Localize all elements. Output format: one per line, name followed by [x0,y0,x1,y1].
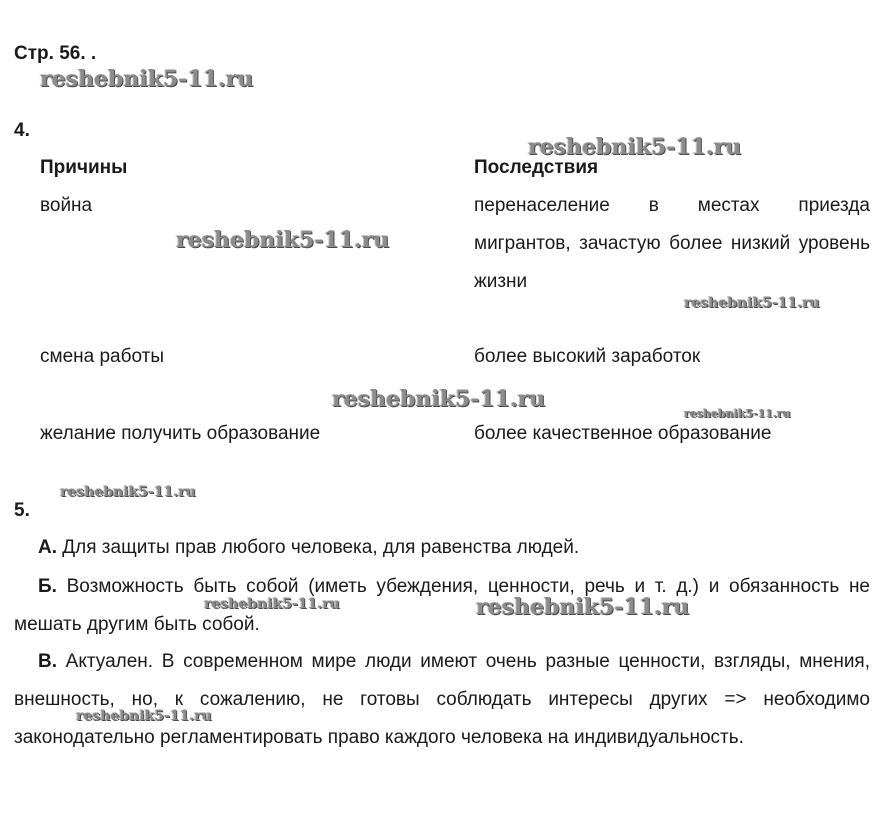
answer-label: А. [38,537,57,558]
watermark: reshebnik5-11.ru [176,227,390,253]
consequence-cell: перенаселение в местах приезда мигрантов, зачастую более низкий уровень жизни [474,195,870,292]
watermark: reshebnik5-11.ru [204,596,340,612]
watermark: reshebnik5-11.ru [684,295,820,311]
answer-b [14,568,870,644]
watermark: reshebnik5-11.ru [528,134,742,160]
watermark: reshebnik5-11.ru [40,66,254,92]
cause-cell: война [40,195,93,216]
page-reference: Стр. 56. . [14,43,97,64]
answer-label: В. [38,651,57,672]
header-consequences: Последствия [474,157,599,178]
watermark: reshebnik5-11.ru [476,594,690,620]
consequence-cell: более высокий заработок [474,346,701,367]
consequence-cell: более качественное образование [474,423,772,444]
task-5-number: 5. [14,500,30,521]
watermark: reshebnik5-11.ru [76,708,212,724]
answer-a [14,529,870,567]
watermark: reshebnik5-11.ru [332,386,546,412]
task-4-number: 4. [14,120,30,141]
answer-text: Актуален. В современном мире люди имеют очень разные ценности, взгляды, мнения, внешность, но, к сожалению, не готовы соблюдать интересы других => необходимо законодательно регламентировать право каждого человека на индивидуальность. [14,651,870,748]
cause-cell: смена работы [40,346,164,367]
cause-cell: желание получить образование [40,423,321,444]
answer-c [14,643,870,757]
answer-label: Б. [38,576,57,597]
header-causes: Причины [40,157,128,178]
watermark: reshebnik5-11.ru [60,484,196,500]
answer-text: Для защиты прав любого человека, для равенства людей. [57,537,580,558]
watermark: reshebnik5-11.ru [684,407,791,420]
answer-text: Возможность быть собой (иметь убеждения, ценности, речь и т. д.) и обязанность не мешать другим быть собой. [14,576,870,635]
